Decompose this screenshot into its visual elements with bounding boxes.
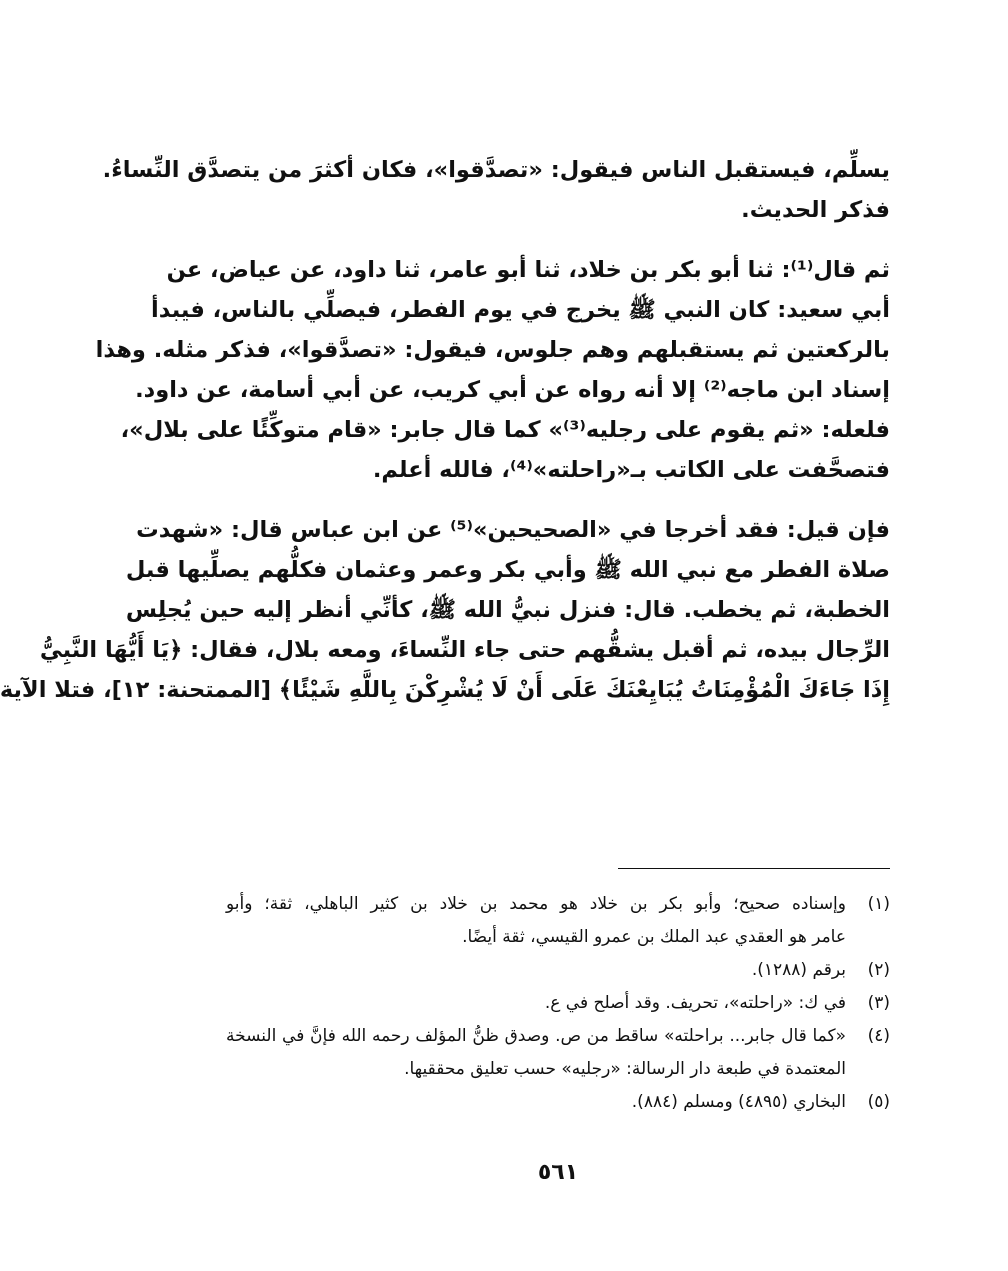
footnote xyxy=(226,954,890,987)
page-number: ٥٦١ xyxy=(537,1160,579,1185)
footnote-divider xyxy=(618,868,890,869)
footnote xyxy=(226,888,890,954)
text-line: إِذَا جَاءَكَ الْمُؤْمِنَاتُ يُبَايِعْنَكَ عَلَى أَنْ لَا يُشْرِكْنَ بِاللَّهِ شَيْئًا﴾ [الممتحنة: ١٢]، فتلا الآية xyxy=(0,677,890,703)
footnote xyxy=(226,1086,890,1119)
footnote xyxy=(226,987,890,1020)
footnote-line: برقم (١٢٨٨). xyxy=(751,960,846,980)
text-line: إسناد ابن ماجه⁽²⁾ إلا أنه رواه عن أبي كريب، عن أبي أسامة، عن داود. xyxy=(135,377,890,403)
footnote-number: (٥) xyxy=(867,1092,890,1112)
footnote-line: البخاري (٤٨٩٥) ومسلم (٨٨٤). xyxy=(631,1092,846,1112)
text-line: ثم قال⁽¹⁾: ثنا أبو بكر بن خلاد، ثنا أبو عامر، ثنا داود، عن عياض، عن xyxy=(166,257,890,283)
footnote-line: وإسناده صحيح؛ وأبو بكر بن خلاد هو محمد بن خلاد بن كثير الباهلي، ثقة؛ وأبو xyxy=(226,894,846,914)
text-line: أبي سعيد: كان النبي ﷺ يخرج في يوم الفطر، فيصلِّي بالناس، فيبدأ xyxy=(151,297,890,323)
main-text xyxy=(0,150,890,710)
text-line: يسلِّم، فيستقبل الناس فيقول: «تصدَّقوا»، فكان أكثرَ من يتصدَّق النِّساءُ. xyxy=(102,157,890,183)
footnote-number: (٢) xyxy=(867,960,890,980)
text-line: صلاة الفطر مع نبي الله ﷺ وأبي بكر وعمر وعثمان فكلُّهم يصلِّيها قبل xyxy=(125,557,890,583)
text-line: فتصحَّفت على الكاتب بـ«راحلته»⁽⁴⁾، فالله أعلم. xyxy=(372,457,890,483)
text-line: فلعله: «ثم يقوم على رجليه⁽³⁾» كما قال جابر: «قام متوكِّئًا على بلال»، xyxy=(120,417,890,443)
footnote-line: «كما قال جابر... براحلته» ساقط من ص. وصدق ظنُّ المؤلف رحمه الله فإنَّ في النسخة xyxy=(226,1026,846,1046)
text-line: فذكر الحديث. xyxy=(741,197,890,223)
footnote-line: في ك: «راحلته»، تحريف. وقد أصلح في ع. xyxy=(544,993,846,1013)
footnote xyxy=(226,1020,890,1086)
footnote-line: المعتمدة في طبعة دار الرسالة: «رجليه» حسب تعليق محققيها. xyxy=(404,1059,846,1079)
footnotes xyxy=(226,888,890,1119)
footnote-line: عامر هو العقدي عبد الملك بن عمرو القيسي، ثقة أيضًا. xyxy=(462,927,846,947)
text-line: بالركعتين ثم يستقبلهم وهم جلوس، فيقول: «تصدَّقوا»، فذكر مثله. وهذا xyxy=(95,337,890,363)
text-line: فإن قيل: فقد أخرجا في «الصحيحين»⁽⁵⁾ عن ابن عباس قال: «شهدت xyxy=(136,517,890,543)
text-line: الرِّجال بيده، ثم أقبل يشقُّهم حتى جاء النِّساءَ، ومعه بلال، فقال: ﴿يَا أَيُّهَا النَّبِيُّ xyxy=(39,637,890,663)
text-line: الخطبة، ثم يخطب. قال: فنزل نبيُّ الله ﷺ، كأنِّي أنظر إليه حين يُجلِس xyxy=(125,597,890,623)
footnote-number: (١) xyxy=(867,894,890,914)
footnote-number: (٣) xyxy=(867,993,890,1013)
footnote-number: (٤) xyxy=(867,1026,890,1046)
